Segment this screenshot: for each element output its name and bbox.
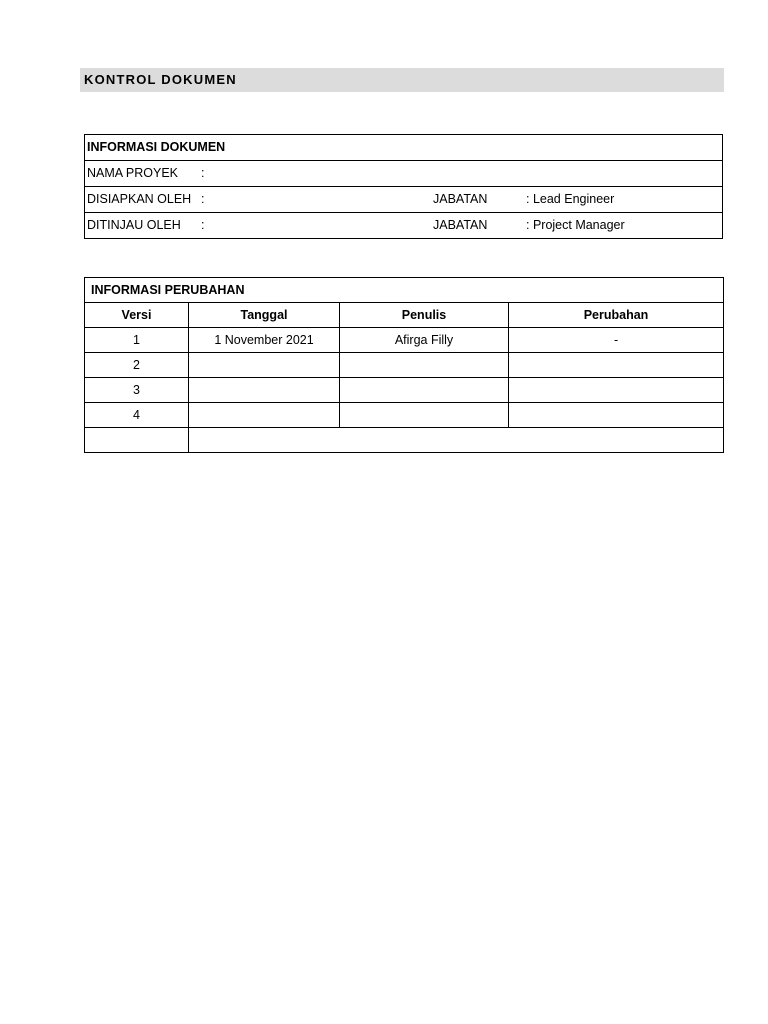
table-row [85,403,724,428]
revision-info-title: INFORMASI PERUBAHAN [85,278,724,303]
project-name-label: NAMA PROYEK [87,166,178,180]
change-cell [509,353,724,378]
change-cell [509,403,724,428]
author-cell [340,403,509,428]
date-cell: 1 November 2021 [189,328,340,353]
reviewed-by-row [85,213,723,239]
document-info-title: INFORMASI DOKUMEN [87,140,226,154]
version-cell: 4 [85,403,189,428]
document-control-header [80,68,724,92]
column-header-version: Versi [85,303,189,328]
document-info-table [84,134,723,239]
project-name-colon: : [201,166,205,180]
author-cell [340,378,509,403]
reviewed-by-colon: : [201,218,205,232]
column-header-change: Perubahan [509,303,724,328]
author-cell: Afirga Filly [340,328,509,353]
prepared-by-position-label: JABATAN [433,192,488,206]
project-name-row [85,161,723,187]
reviewed-by-position-label: JABATAN [433,218,488,232]
reviewed-by-position-value: : Project Manager [526,218,625,232]
prepared-by-position-value: : Lead Engineer [526,192,615,206]
column-header-author: Penulis [340,303,509,328]
document-info-title-cell [85,135,723,161]
reviewed-by-label: DITINJAU OLEH [87,218,181,232]
change-cell: - [509,328,724,353]
prepared-by-row [85,187,723,213]
table-row [85,353,724,378]
merged-empty-cell [189,428,724,453]
date-cell [189,378,340,403]
change-cell [509,378,724,403]
date-cell [189,353,340,378]
prepared-by-label: DISIAPKAN OLEH [87,192,192,206]
version-cell: 2 [85,353,189,378]
table-row [85,378,724,403]
date-cell [189,403,340,428]
prepared-by-colon: : [201,192,205,206]
header-title: KONTROL DOKUMEN [84,72,237,87]
table-row [85,328,724,353]
column-header-date: Tanggal [189,303,340,328]
revision-info-table [84,277,724,453]
version-cell: 1 [85,328,189,353]
version-cell-empty [85,428,189,453]
table-row-empty [85,428,724,453]
author-cell [340,353,509,378]
version-cell: 3 [85,378,189,403]
